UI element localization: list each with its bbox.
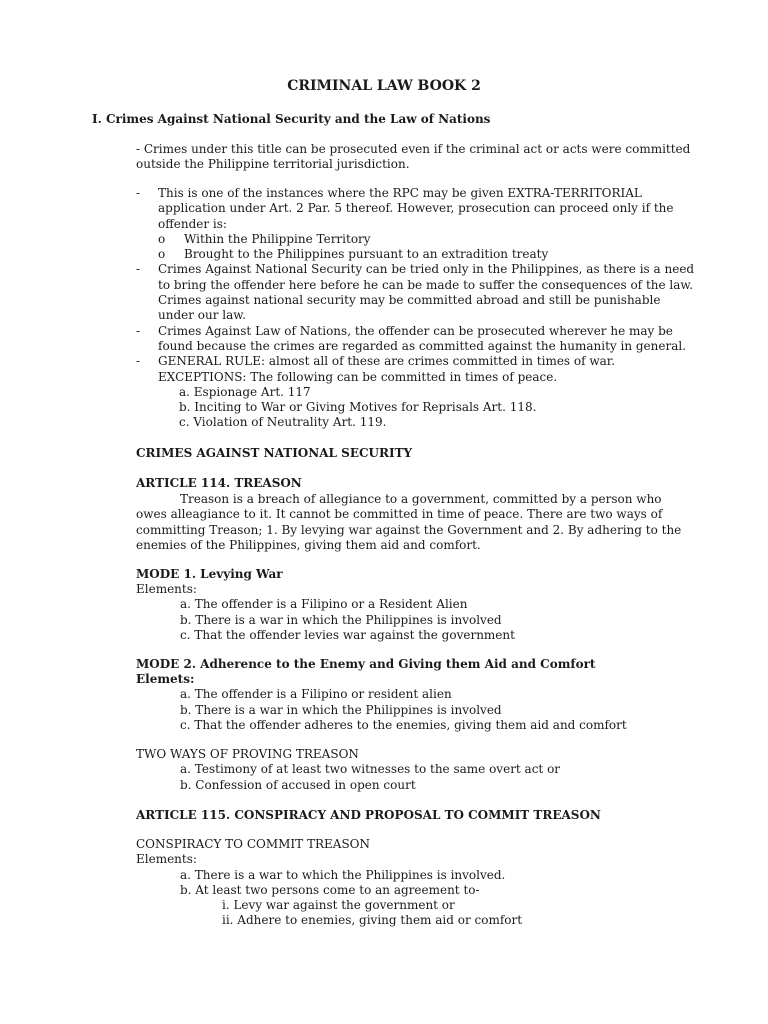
element-item: c. That the offender levies war against the government bbox=[180, 627, 515, 642]
elements-label: Elements: bbox=[136, 852, 197, 867]
list-item-text: This is one of the instances where the RPC may be given EXTRA-TERRITORIAL application under Art. 2 Par. 5 thereof. However, prosecution can proceed only if the offender is: bbox=[158, 186, 674, 231]
list-item: - Crimes Against National Security can be tried only in the Philippines, as there is a need to bring the offender here before he can be made to suffer the consequences of the law. Crimes against national security may be committed abroad and still be punishable under our law. bbox=[136, 262, 695, 323]
sub-list-item: o Within the Philippine Territory bbox=[158, 231, 371, 246]
elements-label: Elemets: bbox=[136, 672, 195, 686]
article-114-first-line: Treason is a breach of allegiance to a government, committed by a person who bbox=[180, 492, 662, 506]
sub-list-item-text: Within the Philippine Territory bbox=[184, 231, 371, 246]
conspiracy-heading: CONSPIRACY TO COMMIT TREASON bbox=[136, 837, 371, 851]
elements-label: Elements: bbox=[136, 582, 197, 596]
exception-item: c. Violation of Neutrality Art. 119. bbox=[179, 415, 387, 430]
list-item-text: Crimes Against Law of Nations, the offender can be prosecuted wherever he may be found because the crimes are regarded as committed against the humanity in general. bbox=[158, 323, 687, 353]
article-114-body: owes alleagiance to it. It cannot be committed in time of peace. There are two ways of committing Treason; 1. By levying war against the Government and 2. By adhering to the enemies of the Philippines, giving them aid and comfort. bbox=[136, 507, 682, 552]
mode-1-elements bbox=[136, 582, 696, 643]
element-item: a. The offender is a Filipino or resident alien bbox=[180, 687, 452, 702]
conspiracy-section bbox=[136, 837, 696, 929]
mode-2-heading: MODE 2. Adherence to the Enemy and Giving them Aid and Comfort bbox=[136, 657, 596, 671]
article-114-text bbox=[136, 492, 696, 553]
sub-list-item-text: Brought to the Philippines pursuant to an extradition treaty bbox=[184, 247, 549, 262]
list-item: - This is one of the instances where the RPC may be given EXTRA-TERRITORIAL application under Art. 2 Par. 5 thereof. However, prosecution can proceed only if the offender is: o Within the Philippine Territory o Brought to the Philippines pursuant to an extradition treaty bbox=[136, 186, 696, 262]
proving-heading: TWO WAYS OF PROVING TREASON bbox=[136, 747, 359, 761]
intro-paragraph: - Crimes under this title can be prosecuted even if the criminal act or acts were committed outside the Philippine territorial jurisdiction. bbox=[136, 142, 691, 172]
document-title: CRIMINAL LAW BOOK 2 bbox=[287, 78, 481, 94]
element-item: b. There is a war in which the Philippines is involved bbox=[180, 612, 502, 627]
list-item-text: Crimes Against National Security can be tried only in the Philippines, as there is a need to bring the offender here before he can be made to suffer the consequences of the law. Crimes against national security may be committed abroad and still be punishable under our law. bbox=[158, 262, 695, 323]
crimes-heading: CRIMES AGAINST NATIONAL SECURITY bbox=[136, 446, 413, 460]
article-115-heading: ARTICLE 115. CONSPIRACY AND PROPOSAL TO COMMIT TREASON bbox=[136, 808, 601, 822]
list-item: - GENERAL RULE: almost all of these are crimes committed in times of war. EXCEPTIONS: The following can be committed in times of peace. a. Espionage Art. 117 b. Inciting to War or Giving Motives for Reprisals Art. 118. c. Violation of Neutrality Art. 119. bbox=[136, 354, 696, 430]
element-item: a. The offender is a Filipino or a Resident Alien bbox=[180, 597, 468, 612]
list-item: - Crimes Against Law of Nations, the offender can be prosecuted wherever he may be found because the crimes are regarded as committed against the humanity in general. bbox=[136, 323, 687, 353]
proving-item: b. Confession of accused in open court bbox=[180, 777, 416, 792]
sub-list-item: o Brought to the Philippines pursuant to an extradition treaty bbox=[158, 247, 549, 262]
sub-element-item: i. Levy war against the government or bbox=[222, 898, 455, 913]
dash-list bbox=[136, 186, 696, 431]
section-heading: I. Crimes Against National Security and the Law of Nations bbox=[92, 112, 491, 126]
mode-2-elements bbox=[136, 672, 696, 733]
exception-item: a. Espionage Art. 117 bbox=[179, 384, 311, 399]
exceptions-label: EXCEPTIONS: The following can be committed in times of peace. bbox=[158, 369, 558, 384]
proving-item: a. Testimony of at least two witnesses to the same overt act or bbox=[180, 762, 561, 777]
element-item: b. There is a war in which the Philippines is involved bbox=[180, 702, 502, 717]
proving-treason bbox=[136, 747, 696, 793]
element-item: b. At least two persons come to an agreement to- bbox=[180, 882, 480, 897]
article-114-heading: ARTICLE 114. TREASON bbox=[136, 476, 302, 490]
list-item-text: GENERAL RULE: almost all of these are crimes committed in times of war. bbox=[158, 354, 616, 369]
element-item: c. That the offender adheres to the enemies, giving them aid and comfort bbox=[180, 717, 627, 732]
mode-1-heading: MODE 1. Levying War bbox=[136, 567, 283, 581]
element-item: a. There is a war to which the Philippines is involved. bbox=[180, 867, 506, 882]
sub-element-item: ii. Adhere to enemies, giving them aid or comfort bbox=[222, 913, 523, 928]
exception-item: b. Inciting to War or Giving Motives for Reprisals Art. 118. bbox=[179, 400, 537, 415]
